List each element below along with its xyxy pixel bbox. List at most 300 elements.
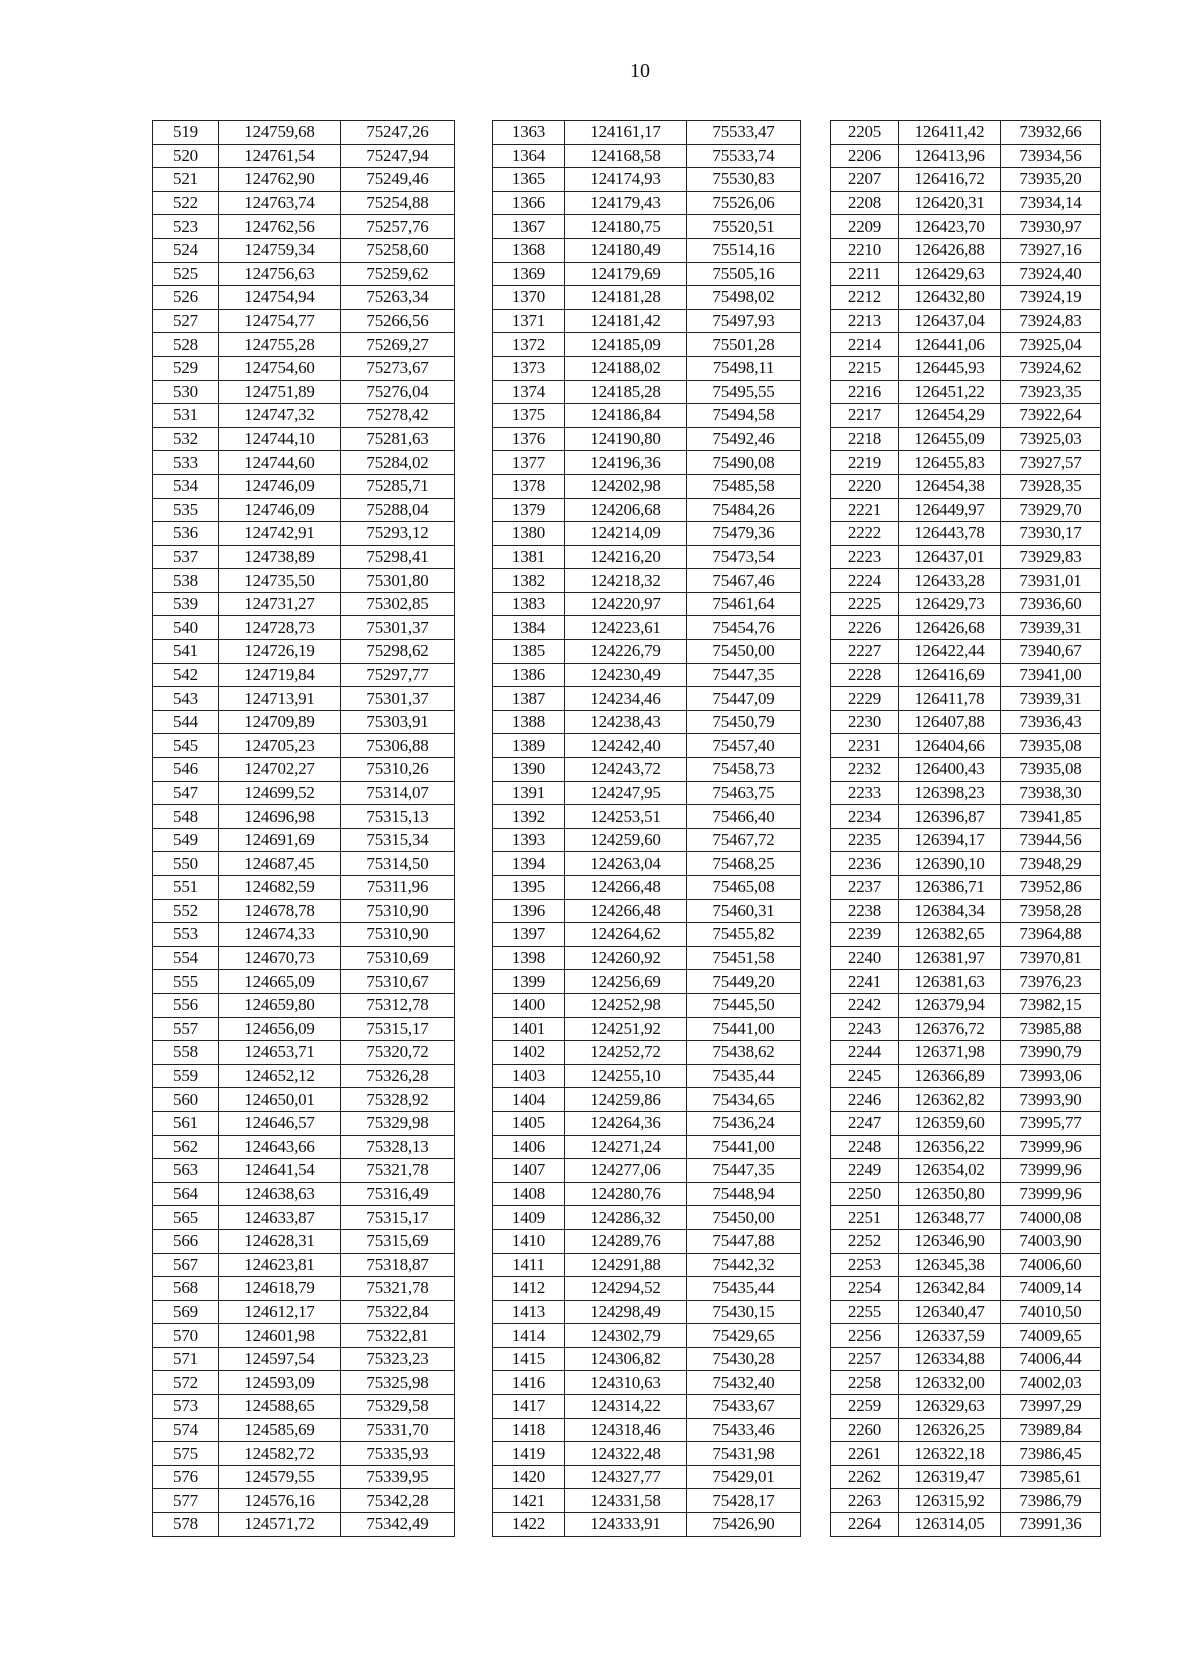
group-2-point-number-cell: 1387 bbox=[493, 687, 565, 711]
group-3-point-number-cell: 2249 bbox=[831, 1159, 899, 1183]
table-row bbox=[153, 1253, 1101, 1277]
group-2-x-coordinate-cell: 124168,58 bbox=[565, 144, 687, 168]
table-row bbox=[153, 569, 1101, 593]
column-group-separator bbox=[801, 215, 831, 239]
group-1-x-coordinate-cell: 124687,45 bbox=[219, 852, 341, 876]
column-group-separator bbox=[455, 1465, 493, 1489]
group-1-x-coordinate-cell: 124656,09 bbox=[219, 1017, 341, 1041]
group-2-point-number-cell: 1418 bbox=[493, 1418, 565, 1442]
column-group-separator bbox=[801, 1418, 831, 1442]
group-2-x-coordinate-cell: 124260,92 bbox=[565, 946, 687, 970]
group-2-y-coordinate-cell: 75463,75 bbox=[687, 781, 801, 805]
group-1-x-coordinate-cell: 124623,81 bbox=[219, 1253, 341, 1277]
group-3-x-coordinate-cell: 126398,23 bbox=[899, 781, 1001, 805]
group-1-y-coordinate-cell: 75342,28 bbox=[341, 1489, 455, 1513]
column-group-separator bbox=[455, 1347, 493, 1371]
table-row bbox=[153, 876, 1101, 900]
group-2-point-number-cell: 1417 bbox=[493, 1395, 565, 1419]
group-1-y-coordinate-cell: 75318,87 bbox=[341, 1253, 455, 1277]
column-group-separator bbox=[455, 1395, 493, 1419]
group-3-x-coordinate-cell: 126337,59 bbox=[899, 1324, 1001, 1348]
group-3-point-number-cell: 2238 bbox=[831, 899, 899, 923]
group-2-y-coordinate-cell: 75441,00 bbox=[687, 1017, 801, 1041]
group-2-point-number-cell: 1374 bbox=[493, 380, 565, 404]
group-3-point-number-cell: 2250 bbox=[831, 1182, 899, 1206]
table-row bbox=[153, 1513, 1101, 1537]
group-2-y-coordinate-cell: 75533,47 bbox=[687, 121, 801, 145]
group-2-point-number-cell: 1382 bbox=[493, 569, 565, 593]
group-2-point-number-cell: 1376 bbox=[493, 427, 565, 451]
group-1-point-number-cell: 546 bbox=[153, 758, 219, 782]
group-2-x-coordinate-cell: 124277,06 bbox=[565, 1159, 687, 1183]
group-2-point-number-cell: 1414 bbox=[493, 1324, 565, 1348]
group-3-x-coordinate-cell: 126429,63 bbox=[899, 262, 1001, 286]
group-1-x-coordinate-cell: 124705,23 bbox=[219, 734, 341, 758]
group-2-y-coordinate-cell: 75484,26 bbox=[687, 498, 801, 522]
group-2-y-coordinate-cell: 75431,98 bbox=[687, 1442, 801, 1466]
group-2-x-coordinate-cell: 124266,48 bbox=[565, 876, 687, 900]
group-1-point-number-cell: 566 bbox=[153, 1229, 219, 1253]
group-1-point-number-cell: 528 bbox=[153, 333, 219, 357]
group-3-x-coordinate-cell: 126340,47 bbox=[899, 1300, 1001, 1324]
group-1-y-coordinate-cell: 75325,98 bbox=[341, 1371, 455, 1395]
group-2-y-coordinate-cell: 75498,02 bbox=[687, 286, 801, 310]
group-1-y-coordinate-cell: 75314,07 bbox=[341, 781, 455, 805]
group-2-x-coordinate-cell: 124286,32 bbox=[565, 1206, 687, 1230]
group-2-point-number-cell: 1402 bbox=[493, 1041, 565, 1065]
group-1-y-coordinate-cell: 75315,17 bbox=[341, 1017, 455, 1041]
column-group-separator bbox=[455, 1159, 493, 1183]
group-2-y-coordinate-cell: 75490,08 bbox=[687, 451, 801, 475]
column-group-separator bbox=[801, 710, 831, 734]
column-group-separator bbox=[801, 380, 831, 404]
group-2-x-coordinate-cell: 124230,49 bbox=[565, 663, 687, 687]
group-2-point-number-cell: 1385 bbox=[493, 640, 565, 664]
group-2-y-coordinate-cell: 75435,44 bbox=[687, 1277, 801, 1301]
group-1-x-coordinate-cell: 124746,09 bbox=[219, 474, 341, 498]
group-2-y-coordinate-cell: 75426,90 bbox=[687, 1513, 801, 1537]
group-3-x-coordinate-cell: 126348,77 bbox=[899, 1206, 1001, 1230]
table-row bbox=[153, 899, 1101, 923]
group-3-y-coordinate-cell: 73999,96 bbox=[1001, 1159, 1101, 1183]
column-group-separator bbox=[455, 1135, 493, 1159]
column-group-separator bbox=[801, 1064, 831, 1088]
group-1-x-coordinate-cell: 124678,78 bbox=[219, 899, 341, 923]
group-3-point-number-cell: 2223 bbox=[831, 545, 899, 569]
group-2-x-coordinate-cell: 124302,79 bbox=[565, 1324, 687, 1348]
column-group-separator bbox=[801, 1442, 831, 1466]
group-2-y-coordinate-cell: 75479,36 bbox=[687, 522, 801, 546]
group-2-x-coordinate-cell: 124186,84 bbox=[565, 404, 687, 428]
group-2-point-number-cell: 1363 bbox=[493, 121, 565, 145]
group-2-x-coordinate-cell: 124314,22 bbox=[565, 1395, 687, 1419]
column-group-separator bbox=[455, 333, 493, 357]
group-1-point-number-cell: 554 bbox=[153, 946, 219, 970]
table-row bbox=[153, 545, 1101, 569]
group-3-point-number-cell: 2242 bbox=[831, 993, 899, 1017]
group-2-point-number-cell: 1372 bbox=[493, 333, 565, 357]
column-group-separator bbox=[801, 238, 831, 262]
group-2-y-coordinate-cell: 75450,00 bbox=[687, 1206, 801, 1230]
group-3-x-coordinate-cell: 126362,82 bbox=[899, 1088, 1001, 1112]
group-1-y-coordinate-cell: 75315,13 bbox=[341, 805, 455, 829]
group-3-x-coordinate-cell: 126432,80 bbox=[899, 286, 1001, 310]
table-row bbox=[153, 663, 1101, 687]
group-3-y-coordinate-cell: 74006,44 bbox=[1001, 1347, 1101, 1371]
group-3-x-coordinate-cell: 126359,60 bbox=[899, 1111, 1001, 1135]
group-2-y-coordinate-cell: 75442,32 bbox=[687, 1253, 801, 1277]
table-row bbox=[153, 852, 1101, 876]
group-1-point-number-cell: 534 bbox=[153, 474, 219, 498]
group-1-y-coordinate-cell: 75320,72 bbox=[341, 1041, 455, 1065]
group-3-point-number-cell: 2228 bbox=[831, 663, 899, 687]
group-1-point-number-cell: 530 bbox=[153, 380, 219, 404]
group-1-x-coordinate-cell: 124618,79 bbox=[219, 1277, 341, 1301]
group-1-point-number-cell: 524 bbox=[153, 238, 219, 262]
group-3-point-number-cell: 2214 bbox=[831, 333, 899, 357]
group-3-point-number-cell: 2237 bbox=[831, 876, 899, 900]
group-1-x-coordinate-cell: 124702,27 bbox=[219, 758, 341, 782]
group-2-y-coordinate-cell: 75430,28 bbox=[687, 1347, 801, 1371]
group-1-point-number-cell: 543 bbox=[153, 687, 219, 711]
column-group-separator bbox=[455, 663, 493, 687]
group-3-y-coordinate-cell: 73958,28 bbox=[1001, 899, 1101, 923]
group-2-y-coordinate-cell: 75447,88 bbox=[687, 1229, 801, 1253]
group-2-x-coordinate-cell: 124310,63 bbox=[565, 1371, 687, 1395]
group-1-x-coordinate-cell: 124682,59 bbox=[219, 876, 341, 900]
group-1-y-coordinate-cell: 75301,37 bbox=[341, 687, 455, 711]
group-1-x-coordinate-cell: 124696,98 bbox=[219, 805, 341, 829]
group-2-point-number-cell: 1375 bbox=[493, 404, 565, 428]
group-2-y-coordinate-cell: 75468,25 bbox=[687, 852, 801, 876]
table-row bbox=[153, 1041, 1101, 1065]
group-3-y-coordinate-cell: 73989,84 bbox=[1001, 1418, 1101, 1442]
group-3-y-coordinate-cell: 73991,36 bbox=[1001, 1513, 1101, 1537]
column-group-separator bbox=[455, 404, 493, 428]
column-group-separator bbox=[801, 262, 831, 286]
table-row bbox=[153, 168, 1101, 192]
table-row bbox=[153, 1017, 1101, 1041]
group-1-point-number-cell: 535 bbox=[153, 498, 219, 522]
group-3-x-coordinate-cell: 126381,97 bbox=[899, 946, 1001, 970]
group-2-x-coordinate-cell: 124223,61 bbox=[565, 616, 687, 640]
column-group-separator bbox=[801, 1135, 831, 1159]
group-1-x-coordinate-cell: 124709,89 bbox=[219, 710, 341, 734]
column-group-separator bbox=[801, 333, 831, 357]
column-group-separator bbox=[801, 1300, 831, 1324]
group-1-y-coordinate-cell: 75301,80 bbox=[341, 569, 455, 593]
group-1-y-coordinate-cell: 75301,37 bbox=[341, 616, 455, 640]
column-group-separator bbox=[455, 1442, 493, 1466]
group-3-y-coordinate-cell: 73927,57 bbox=[1001, 451, 1101, 475]
group-1-point-number-cell: 542 bbox=[153, 663, 219, 687]
group-3-x-coordinate-cell: 126376,72 bbox=[899, 1017, 1001, 1041]
table-row bbox=[153, 1277, 1101, 1301]
group-3-y-coordinate-cell: 73952,86 bbox=[1001, 876, 1101, 900]
column-group-separator bbox=[455, 805, 493, 829]
group-3-point-number-cell: 2260 bbox=[831, 1418, 899, 1442]
table-row bbox=[153, 1159, 1101, 1183]
group-3-point-number-cell: 2251 bbox=[831, 1206, 899, 1230]
group-3-y-coordinate-cell: 73924,40 bbox=[1001, 262, 1101, 286]
group-1-point-number-cell: 538 bbox=[153, 569, 219, 593]
group-3-x-coordinate-cell: 126314,05 bbox=[899, 1513, 1001, 1537]
column-group-separator bbox=[801, 1489, 831, 1513]
group-2-x-coordinate-cell: 124202,98 bbox=[565, 474, 687, 498]
group-3-y-coordinate-cell: 73936,43 bbox=[1001, 710, 1101, 734]
group-2-point-number-cell: 1392 bbox=[493, 805, 565, 829]
column-group-separator bbox=[801, 1017, 831, 1041]
group-3-y-coordinate-cell: 73925,03 bbox=[1001, 427, 1101, 451]
group-1-point-number-cell: 552 bbox=[153, 899, 219, 923]
table-row bbox=[153, 286, 1101, 310]
group-3-point-number-cell: 2229 bbox=[831, 687, 899, 711]
group-2-point-number-cell: 1405 bbox=[493, 1111, 565, 1135]
table-row bbox=[153, 404, 1101, 428]
group-3-point-number-cell: 2239 bbox=[831, 923, 899, 947]
group-2-y-coordinate-cell: 75447,09 bbox=[687, 687, 801, 711]
group-1-x-coordinate-cell: 124576,16 bbox=[219, 1489, 341, 1513]
group-3-x-coordinate-cell: 126356,22 bbox=[899, 1135, 1001, 1159]
column-group-separator bbox=[455, 1017, 493, 1041]
group-2-y-coordinate-cell: 75448,94 bbox=[687, 1182, 801, 1206]
group-3-y-coordinate-cell: 74009,65 bbox=[1001, 1324, 1101, 1348]
group-1-point-number-cell: 551 bbox=[153, 876, 219, 900]
table-row bbox=[153, 144, 1101, 168]
group-1-y-coordinate-cell: 75331,70 bbox=[341, 1418, 455, 1442]
group-2-point-number-cell: 1407 bbox=[493, 1159, 565, 1183]
column-group-separator bbox=[801, 1253, 831, 1277]
group-1-y-coordinate-cell: 75316,49 bbox=[341, 1182, 455, 1206]
table-row bbox=[153, 1088, 1101, 1112]
group-3-y-coordinate-cell: 73927,16 bbox=[1001, 238, 1101, 262]
group-3-y-coordinate-cell: 73944,56 bbox=[1001, 828, 1101, 852]
column-group-separator bbox=[455, 1489, 493, 1513]
group-3-x-coordinate-cell: 126386,71 bbox=[899, 876, 1001, 900]
group-3-point-number-cell: 2219 bbox=[831, 451, 899, 475]
group-2-point-number-cell: 1403 bbox=[493, 1064, 565, 1088]
column-group-separator bbox=[455, 1041, 493, 1065]
group-2-y-coordinate-cell: 75428,17 bbox=[687, 1489, 801, 1513]
group-1-point-number-cell: 575 bbox=[153, 1442, 219, 1466]
group-1-x-coordinate-cell: 124763,74 bbox=[219, 191, 341, 215]
group-1-x-coordinate-cell: 124759,34 bbox=[219, 238, 341, 262]
group-3-point-number-cell: 2247 bbox=[831, 1111, 899, 1135]
group-1-point-number-cell: 547 bbox=[153, 781, 219, 805]
group-1-x-coordinate-cell: 124754,60 bbox=[219, 356, 341, 380]
group-2-y-coordinate-cell: 75429,65 bbox=[687, 1324, 801, 1348]
column-group-separator bbox=[801, 687, 831, 711]
table-row bbox=[153, 1182, 1101, 1206]
group-2-point-number-cell: 1383 bbox=[493, 592, 565, 616]
group-2-x-coordinate-cell: 124264,36 bbox=[565, 1111, 687, 1135]
column-group-separator bbox=[455, 1324, 493, 1348]
group-3-x-coordinate-cell: 126423,70 bbox=[899, 215, 1001, 239]
group-1-y-coordinate-cell: 75263,34 bbox=[341, 286, 455, 310]
group-1-y-coordinate-cell: 75288,04 bbox=[341, 498, 455, 522]
column-group-separator bbox=[801, 309, 831, 333]
group-1-point-number-cell: 540 bbox=[153, 616, 219, 640]
group-1-y-coordinate-cell: 75311,96 bbox=[341, 876, 455, 900]
group-3-x-coordinate-cell: 126394,17 bbox=[899, 828, 1001, 852]
group-3-x-coordinate-cell: 126441,06 bbox=[899, 333, 1001, 357]
group-2-point-number-cell: 1373 bbox=[493, 356, 565, 380]
group-2-point-number-cell: 1369 bbox=[493, 262, 565, 286]
column-group-separator bbox=[801, 993, 831, 1017]
table-row bbox=[153, 121, 1101, 145]
column-group-separator bbox=[455, 380, 493, 404]
group-2-y-coordinate-cell: 75447,35 bbox=[687, 1159, 801, 1183]
group-1-x-coordinate-cell: 124646,57 bbox=[219, 1111, 341, 1135]
group-1-point-number-cell: 531 bbox=[153, 404, 219, 428]
column-group-separator bbox=[801, 545, 831, 569]
group-2-point-number-cell: 1416 bbox=[493, 1371, 565, 1395]
group-2-x-coordinate-cell: 124259,86 bbox=[565, 1088, 687, 1112]
column-group-separator bbox=[455, 1229, 493, 1253]
group-1-y-coordinate-cell: 75322,84 bbox=[341, 1300, 455, 1324]
column-group-separator bbox=[801, 1371, 831, 1395]
column-group-separator bbox=[455, 923, 493, 947]
group-3-x-coordinate-cell: 126455,83 bbox=[899, 451, 1001, 475]
group-2-x-coordinate-cell: 124188,02 bbox=[565, 356, 687, 380]
group-3-point-number-cell: 2240 bbox=[831, 946, 899, 970]
column-group-separator bbox=[801, 663, 831, 687]
group-1-point-number-cell: 565 bbox=[153, 1206, 219, 1230]
group-1-y-coordinate-cell: 75258,60 bbox=[341, 238, 455, 262]
group-1-y-coordinate-cell: 75298,62 bbox=[341, 640, 455, 664]
group-1-x-coordinate-cell: 124612,17 bbox=[219, 1300, 341, 1324]
group-2-point-number-cell: 1411 bbox=[493, 1253, 565, 1277]
column-group-separator bbox=[455, 899, 493, 923]
group-3-point-number-cell: 2243 bbox=[831, 1017, 899, 1041]
group-1-point-number-cell: 555 bbox=[153, 970, 219, 994]
group-1-x-coordinate-cell: 124728,73 bbox=[219, 616, 341, 640]
group-2-point-number-cell: 1406 bbox=[493, 1135, 565, 1159]
group-3-y-coordinate-cell: 73934,56 bbox=[1001, 144, 1101, 168]
group-1-x-coordinate-cell: 124761,54 bbox=[219, 144, 341, 168]
column-group-separator bbox=[801, 1088, 831, 1112]
group-1-point-number-cell: 520 bbox=[153, 144, 219, 168]
column-group-separator bbox=[455, 1064, 493, 1088]
group-3-x-coordinate-cell: 126319,47 bbox=[899, 1465, 1001, 1489]
group-1-point-number-cell: 532 bbox=[153, 427, 219, 451]
column-group-separator bbox=[455, 640, 493, 664]
column-group-separator bbox=[455, 734, 493, 758]
group-3-x-coordinate-cell: 126342,84 bbox=[899, 1277, 1001, 1301]
table-row bbox=[153, 1324, 1101, 1348]
coordinates-table-body bbox=[153, 121, 1101, 1537]
table-row bbox=[153, 1300, 1101, 1324]
group-2-point-number-cell: 1364 bbox=[493, 144, 565, 168]
group-3-point-number-cell: 2220 bbox=[831, 474, 899, 498]
group-1-point-number-cell: 537 bbox=[153, 545, 219, 569]
group-3-point-number-cell: 2226 bbox=[831, 616, 899, 640]
group-1-x-coordinate-cell: 124585,69 bbox=[219, 1418, 341, 1442]
table-row bbox=[153, 1418, 1101, 1442]
group-1-point-number-cell: 539 bbox=[153, 592, 219, 616]
group-3-x-coordinate-cell: 126404,66 bbox=[899, 734, 1001, 758]
group-3-point-number-cell: 2213 bbox=[831, 309, 899, 333]
group-2-x-coordinate-cell: 124174,93 bbox=[565, 168, 687, 192]
table-row bbox=[153, 710, 1101, 734]
group-2-point-number-cell: 1401 bbox=[493, 1017, 565, 1041]
group-1-x-coordinate-cell: 124650,01 bbox=[219, 1088, 341, 1112]
group-2-x-coordinate-cell: 124259,60 bbox=[565, 828, 687, 852]
group-3-point-number-cell: 2263 bbox=[831, 1489, 899, 1513]
group-2-point-number-cell: 1400 bbox=[493, 993, 565, 1017]
group-1-x-coordinate-cell: 124653,71 bbox=[219, 1041, 341, 1065]
group-1-x-coordinate-cell: 124754,77 bbox=[219, 309, 341, 333]
group-2-y-coordinate-cell: 75461,64 bbox=[687, 592, 801, 616]
table-row bbox=[153, 1135, 1101, 1159]
group-2-point-number-cell: 1371 bbox=[493, 309, 565, 333]
group-2-point-number-cell: 1389 bbox=[493, 734, 565, 758]
group-2-x-coordinate-cell: 124266,48 bbox=[565, 899, 687, 923]
group-2-point-number-cell: 1394 bbox=[493, 852, 565, 876]
table-row bbox=[153, 828, 1101, 852]
group-3-point-number-cell: 2209 bbox=[831, 215, 899, 239]
group-2-point-number-cell: 1415 bbox=[493, 1347, 565, 1371]
column-group-separator bbox=[801, 758, 831, 782]
group-3-x-coordinate-cell: 126345,38 bbox=[899, 1253, 1001, 1277]
group-1-x-coordinate-cell: 124638,63 bbox=[219, 1182, 341, 1206]
group-1-y-coordinate-cell: 75285,71 bbox=[341, 474, 455, 498]
group-1-x-coordinate-cell: 124713,91 bbox=[219, 687, 341, 711]
column-group-separator bbox=[455, 286, 493, 310]
group-1-y-coordinate-cell: 75329,98 bbox=[341, 1111, 455, 1135]
group-2-x-coordinate-cell: 124206,68 bbox=[565, 498, 687, 522]
table-row bbox=[153, 1111, 1101, 1135]
group-3-point-number-cell: 2236 bbox=[831, 852, 899, 876]
column-group-separator bbox=[455, 238, 493, 262]
column-group-separator bbox=[455, 946, 493, 970]
column-group-separator bbox=[455, 168, 493, 192]
group-1-x-coordinate-cell: 124641,54 bbox=[219, 1159, 341, 1183]
column-group-separator bbox=[455, 1371, 493, 1395]
group-1-y-coordinate-cell: 75259,62 bbox=[341, 262, 455, 286]
group-2-x-coordinate-cell: 124179,43 bbox=[565, 191, 687, 215]
column-group-separator bbox=[801, 970, 831, 994]
column-group-separator bbox=[455, 758, 493, 782]
group-1-point-number-cell: 572 bbox=[153, 1371, 219, 1395]
group-3-x-coordinate-cell: 126420,31 bbox=[899, 191, 1001, 215]
column-group-separator bbox=[455, 970, 493, 994]
group-2-x-coordinate-cell: 124161,17 bbox=[565, 121, 687, 145]
group-1-y-coordinate-cell: 75284,02 bbox=[341, 451, 455, 475]
group-3-x-coordinate-cell: 126381,63 bbox=[899, 970, 1001, 994]
group-2-y-coordinate-cell: 75454,76 bbox=[687, 616, 801, 640]
group-3-point-number-cell: 2258 bbox=[831, 1371, 899, 1395]
column-group-separator bbox=[801, 1277, 831, 1301]
group-2-y-coordinate-cell: 75432,40 bbox=[687, 1371, 801, 1395]
group-3-point-number-cell: 2216 bbox=[831, 380, 899, 404]
group-3-point-number-cell: 2227 bbox=[831, 640, 899, 664]
group-1-y-coordinate-cell: 75314,50 bbox=[341, 852, 455, 876]
group-2-y-coordinate-cell: 75433,67 bbox=[687, 1395, 801, 1419]
group-3-y-coordinate-cell: 73986,79 bbox=[1001, 1489, 1101, 1513]
column-group-separator bbox=[801, 121, 831, 145]
group-2-x-coordinate-cell: 124263,04 bbox=[565, 852, 687, 876]
table-row bbox=[153, 923, 1101, 947]
group-3-y-coordinate-cell: 73929,83 bbox=[1001, 545, 1101, 569]
column-group-separator bbox=[801, 640, 831, 664]
group-1-point-number-cell: 519 bbox=[153, 121, 219, 145]
group-1-point-number-cell: 544 bbox=[153, 710, 219, 734]
group-2-point-number-cell: 1367 bbox=[493, 215, 565, 239]
table-row bbox=[153, 522, 1101, 546]
group-2-y-coordinate-cell: 75492,46 bbox=[687, 427, 801, 451]
group-3-y-coordinate-cell: 73976,23 bbox=[1001, 970, 1101, 994]
